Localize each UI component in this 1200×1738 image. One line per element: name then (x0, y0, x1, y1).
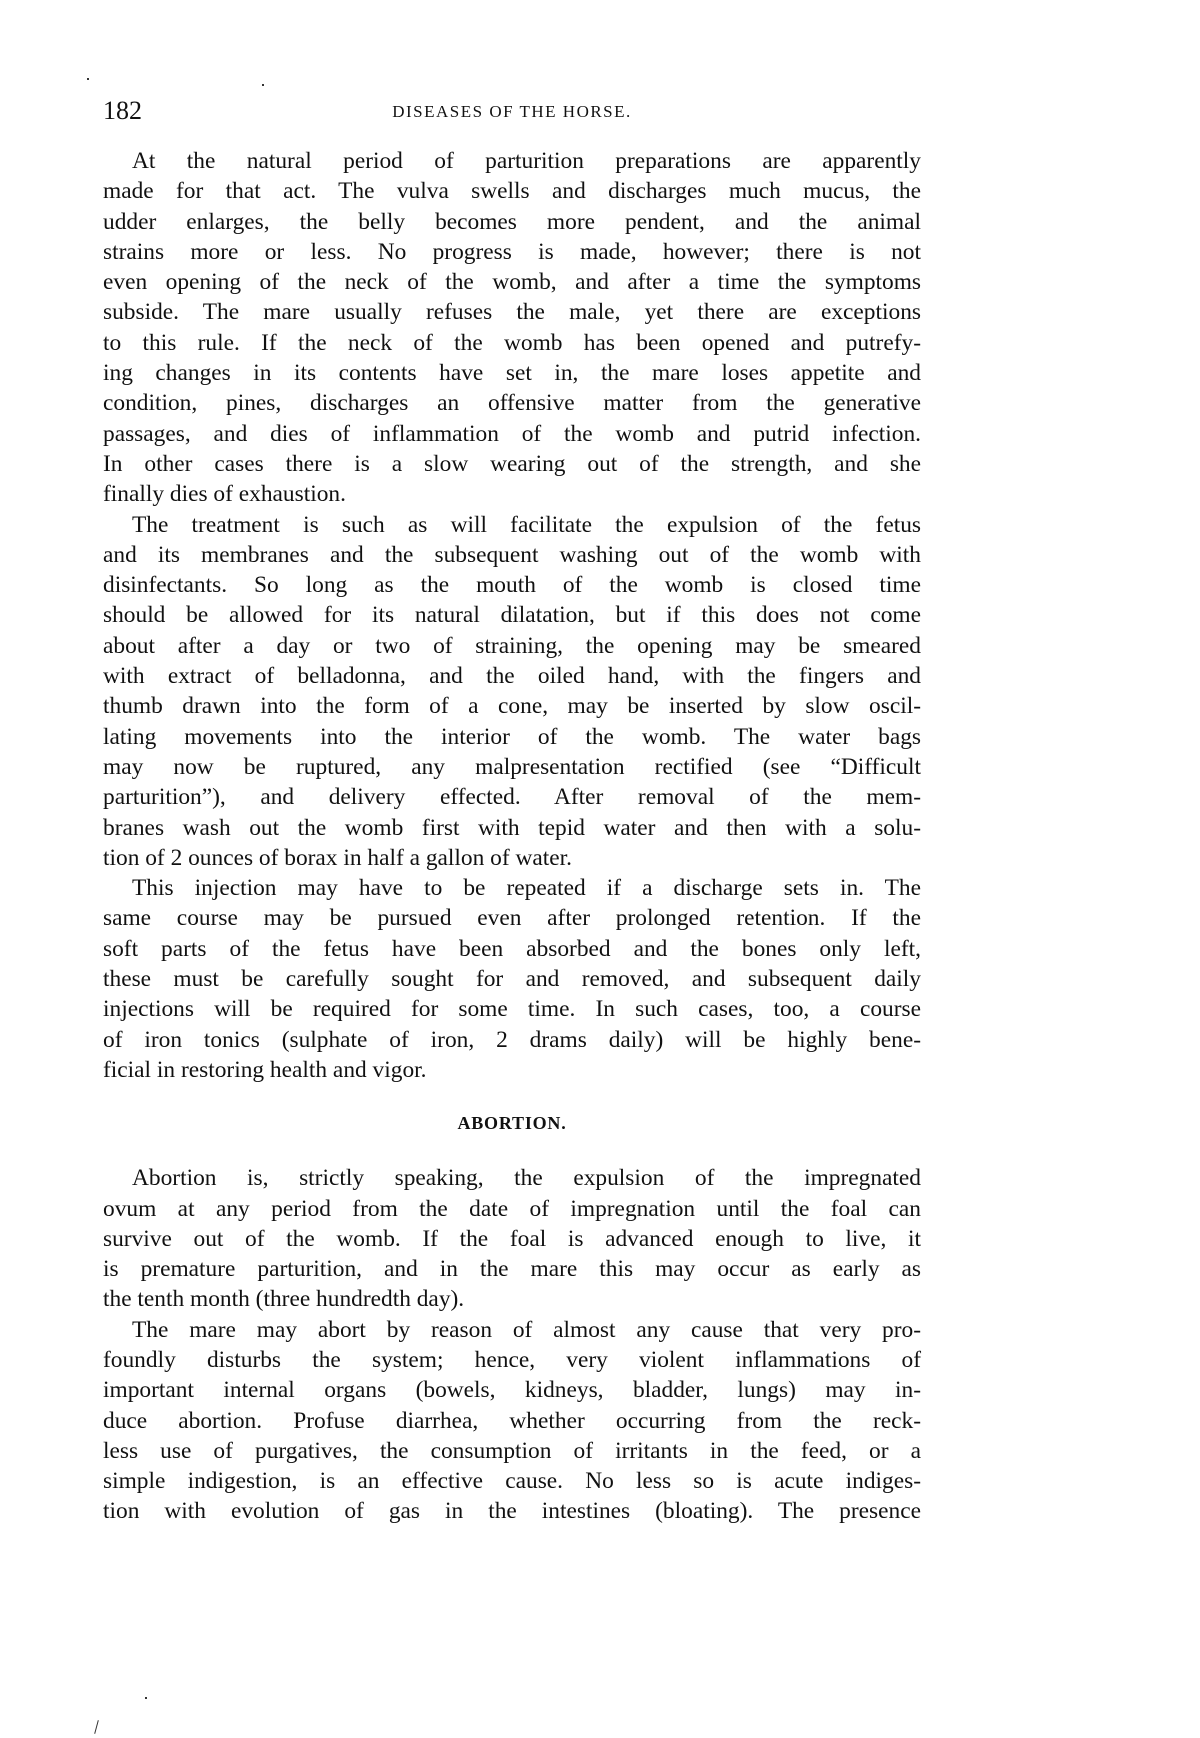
text-line: important internal organs (bowels, kidneys, bladder, lungs) may in- (103, 1377, 921, 1404)
page-number: 182 (103, 96, 142, 125)
paragraph (103, 510, 921, 874)
text-line: ovum at any period from the date of impregnation until the foal can (103, 1195, 921, 1222)
text-line: tion with evolution of gas in the intestines (bloating). The presence (103, 1498, 921, 1525)
text-line: to this rule. If the neck of the womb has been opened and putrefy- (103, 329, 921, 356)
text-line: The treatment is such as will facilitate the expulsion of the fetus (132, 511, 921, 538)
text-line: finally dies of exhaustion. (103, 481, 346, 508)
scan-speck (87, 78, 89, 80)
text-line: of iron tonics (sulphate of iron, 2 drams daily) will be highly bene- (103, 1026, 921, 1053)
paragraph (103, 873, 921, 1085)
text-line: ing changes in its contents have set in, the mare loses appetite and (103, 360, 921, 387)
text-line: foundly disturbs the system; hence, very violent inflammations of (103, 1346, 921, 1373)
text-line: subside. The mare usually refuses the male, yet there are exceptions (103, 299, 921, 326)
text-line: duce abortion. Profuse diarrhea, whether occurring from the reck- (103, 1407, 921, 1434)
running-title: DISEASES OF THE HORSE. (392, 102, 632, 121)
text-line: soft parts of the fetus have been absorbed and the bones only left, (103, 935, 921, 962)
text-line: branes wash out the womb first with tepid water and then with a solu- (103, 814, 921, 841)
text-line: about after a day or two of straining, the opening may be smeared (103, 632, 921, 659)
text-line: tion of 2 ounces of borax in half a gallon of water. (103, 844, 572, 871)
text-line: ficial in restoring health and vigor. (103, 1056, 427, 1083)
text-line: less use of purgatives, the consumption of irritants in the feed, or a (103, 1437, 921, 1464)
text-line: thumb drawn into the form of a cone, may be inserted by slow oscil- (103, 693, 921, 720)
text-line: This injection may have to be repeated if a discharge sets in. The (132, 875, 921, 902)
text-line: survive out of the womb. If the foal is advanced enough to live, it (103, 1225, 921, 1252)
text-line: the tenth month (three hundredth day). (103, 1286, 465, 1313)
body-text (103, 146, 921, 1527)
paragraph (103, 1315, 921, 1527)
text-line: In other cases there is a slow wearing out of the strength, and she (103, 450, 921, 477)
text-line: The mare may abort by reason of almost any cause that very pro- (132, 1316, 921, 1343)
book-page (103, 96, 921, 1527)
text-line: parturition”), and delivery effected. After removal of the mem- (103, 784, 921, 811)
text-line: should be allowed for its natural dilatation, but if this does not come (103, 602, 921, 629)
scan-speck (262, 84, 264, 86)
text-line: strains more or less. No progress is made, however; there is not (103, 238, 921, 265)
text-line: lating movements into the interior of the womb. The water bags (103, 723, 921, 750)
text-line: At the natural period of parturition preparations are apparently (132, 148, 921, 174)
paragraph (103, 1163, 921, 1314)
scan-speck (94, 1720, 99, 1734)
text-line: udder enlarges, the belly becomes more pendent, and the animal (103, 208, 921, 235)
text-line: made for that act. The vulva swells and discharges much mucus, the (103, 178, 921, 205)
section-heading: ABORTION. (457, 1113, 567, 1134)
text-line: these must be carefully sought for and removed, and subsequent daily (103, 966, 921, 993)
running-head (103, 96, 921, 136)
scan-speck (145, 1697, 147, 1699)
text-line: same course may be pursued even after prolonged retention. If the (103, 905, 921, 932)
text-line: with extract of belladonna, and the oiled hand, with the fingers and (103, 663, 921, 690)
text-line: and its membranes and the subsequent washing out of the womb with (103, 541, 921, 568)
text-line: Abortion is, strictly speaking, the expulsion of the impregnated (132, 1165, 921, 1192)
text-line: even opening of the neck of the womb, and after a time the symptoms (103, 269, 921, 296)
text-line: simple indigestion, is an effective cause. No less so is acute indiges- (103, 1468, 921, 1495)
text-line: passages, and dies of inflammation of the womb and putrid infection. (103, 420, 921, 447)
text-line: disinfectants. So long as the mouth of the womb is closed time (103, 572, 921, 599)
text-line: may now be ruptured, any malpresentation rectified (see “Difficult (103, 753, 921, 780)
paragraph (103, 146, 921, 510)
text-line: injections will be required for some time. In such cases, too, a course (103, 996, 921, 1023)
text-line: is premature parturition, and in the mare this may occur as early as (103, 1256, 921, 1283)
text-line: condition, pines, discharges an offensive matter from the generative (103, 390, 921, 417)
